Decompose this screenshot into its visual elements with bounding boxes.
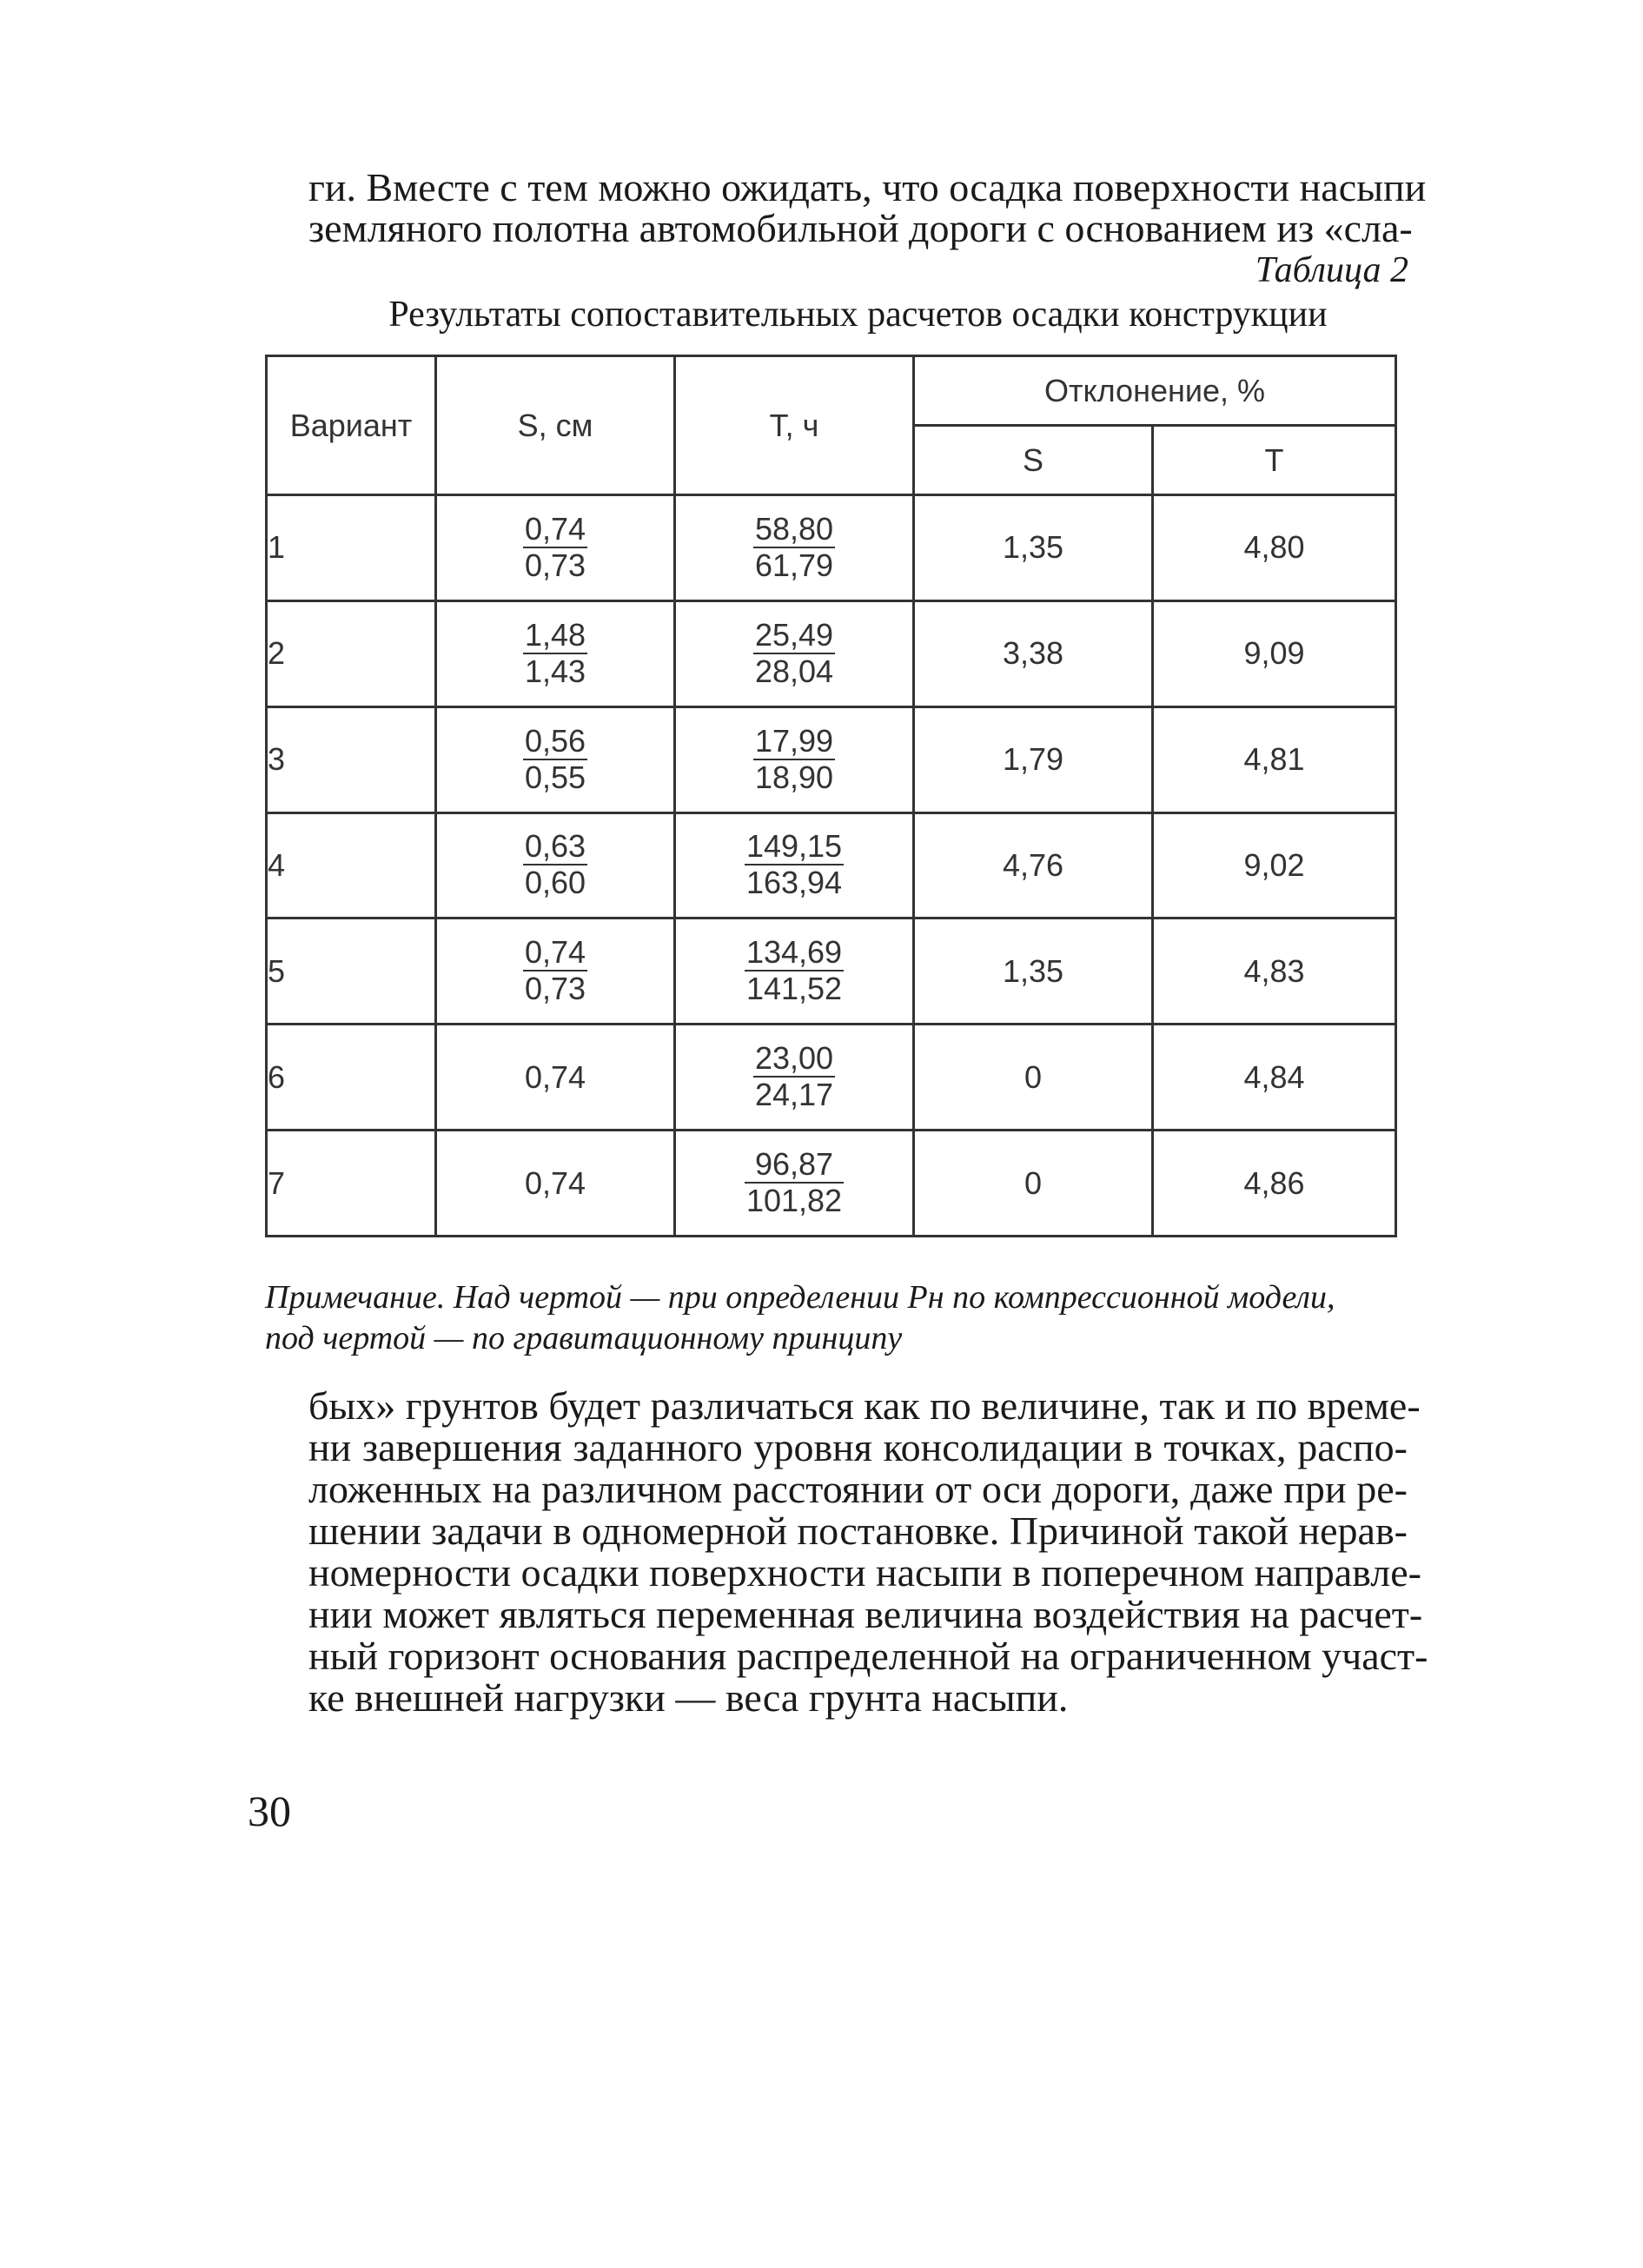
t-cell [675,918,914,1025]
t-cell [675,1025,914,1131]
t-fraction [745,829,844,900]
dev-t-cell: 4,83 [1153,918,1396,1025]
t-fraction [745,1147,844,1218]
t-top: 96,87 [745,1147,844,1184]
variant-cell: 1 [267,495,436,601]
s-bottom: 0,55 [524,759,586,795]
table-row [267,918,1396,1025]
results-table-container [265,355,1395,1237]
header-deviation: Отклонение, % [914,356,1396,426]
t-top: 17,99 [754,722,834,759]
t-fraction [753,618,835,689]
t-fraction [753,724,835,795]
results-table [265,355,1397,1237]
table-row [267,706,1396,812]
table-row [267,1025,1396,1131]
s-cell [436,706,675,812]
s-bottom: 0,73 [524,971,586,1007]
table-note-line-2: под чертой — по гравитационному принципу [265,1320,903,1356]
table-label: Таблица 2 [1255,250,1408,290]
table-title: Результаты сопоставительных расчетов осадки конструкции [388,295,1328,335]
s-bottom: 0,73 [524,547,586,583]
s-cell [436,600,675,706]
s-bottom: 1,43 [524,653,586,689]
variant-cell: 7 [267,1131,436,1237]
variant-cell: 3 [267,706,436,812]
s-cell: 0,74 [436,1131,675,1237]
header-dev-t: T [1153,426,1396,495]
t-bottom: 101,82 [745,1183,843,1219]
s-top: 0,74 [524,510,586,547]
body-text-line-2: ни завершения заданного уровня консолидации в точках, распо- [308,1425,1408,1469]
body-text-line-7: ный горизонт основания распределенной на ограниченном участ- [308,1634,1428,1678]
variant-cell: 2 [267,600,436,706]
dev-t-cell: 9,09 [1153,600,1396,706]
t-cell [675,1131,914,1237]
t-top: 25,49 [754,616,834,653]
t-bottom: 141,52 [745,971,843,1007]
body-text-line-6: нии может являться переменная величина воздействия на расчет- [308,1592,1423,1636]
body-text-line-1: бых» грунтов будет различаться как по величине, так и по време- [308,1383,1421,1428]
t-cell [675,706,914,812]
s-top: 0,63 [524,828,586,865]
s-top: 0,56 [524,722,586,759]
dev-t-cell: 4,84 [1153,1025,1396,1131]
t-cell [675,600,914,706]
t-cell [675,812,914,918]
s-fraction [523,512,587,583]
dev-t-cell: 4,86 [1153,1131,1396,1237]
dev-s-cell: 1,35 [914,495,1153,601]
body-text-line-4: шении задачи в одномерной постановке. Причиной такой нерав- [308,1509,1408,1553]
table-row [267,600,1396,706]
header-dev-s: S [914,426,1153,495]
body-text-line-8: ке внешней нагрузки — веса грунта насыпи. [308,1675,1069,1720]
dev-s-cell: 1,35 [914,918,1153,1025]
table-note-line-1: Примечание. Над чертой — при определении Рн по компрессионной модели, [265,1279,1335,1316]
t-bottom: 28,04 [754,653,834,689]
t-bottom: 61,79 [754,547,834,583]
t-fraction [745,935,844,1006]
dev-s-cell: 1,79 [914,706,1153,812]
s-fraction [523,829,587,900]
s-fraction [523,935,587,1006]
variant-cell: 4 [267,812,436,918]
variant-cell: 6 [267,1025,436,1131]
t-fraction [753,1041,835,1112]
body-text-line-3: ложенных на различном расстоянии от оси дороги, даже при ре- [308,1467,1408,1511]
t-top: 149,15 [745,828,843,865]
t-fraction [753,512,835,583]
t-top: 23,00 [754,1040,834,1077]
dev-s-cell: 0 [914,1025,1153,1131]
s-bottom: 0,60 [524,865,586,901]
top-text-line-1: ги. Вместе с тем можно ожидать, что осадка поверхности насыпи [308,165,1427,209]
table-row [267,495,1396,601]
top-text-line-2: земляного полотна автомобильной дороги с основанием из «сла- [308,206,1413,250]
s-cell [436,495,675,601]
page-number: 30 [248,1787,291,1835]
s-fraction [523,618,587,689]
header-s: S, см [436,356,675,495]
table-row [267,812,1396,918]
dev-t-cell: 4,80 [1153,495,1396,601]
dev-t-cell: 4,81 [1153,706,1396,812]
s-cell: 0,74 [436,1025,675,1131]
s-top: 1,48 [524,616,586,653]
s-cell [436,918,675,1025]
t-bottom: 163,94 [745,865,843,901]
dev-s-cell: 3,38 [914,600,1153,706]
t-top: 58,80 [754,510,834,547]
variant-cell: 5 [267,918,436,1025]
dev-s-cell: 4,76 [914,812,1153,918]
header-t: T, ч [675,356,914,495]
dev-s-cell: 0 [914,1131,1153,1237]
s-top: 0,74 [524,934,586,971]
t-bottom: 18,90 [754,759,834,795]
dev-t-cell: 9,02 [1153,812,1396,918]
t-bottom: 24,17 [754,1077,834,1113]
t-cell [675,495,914,601]
t-top: 134,69 [745,934,843,971]
body-text-line-5: номерности осадки поверхности насыпи в поперечном направле- [308,1550,1421,1595]
s-fraction [523,724,587,795]
header-variant: Вариант [267,356,436,495]
s-cell [436,812,675,918]
table-row [267,1131,1396,1237]
